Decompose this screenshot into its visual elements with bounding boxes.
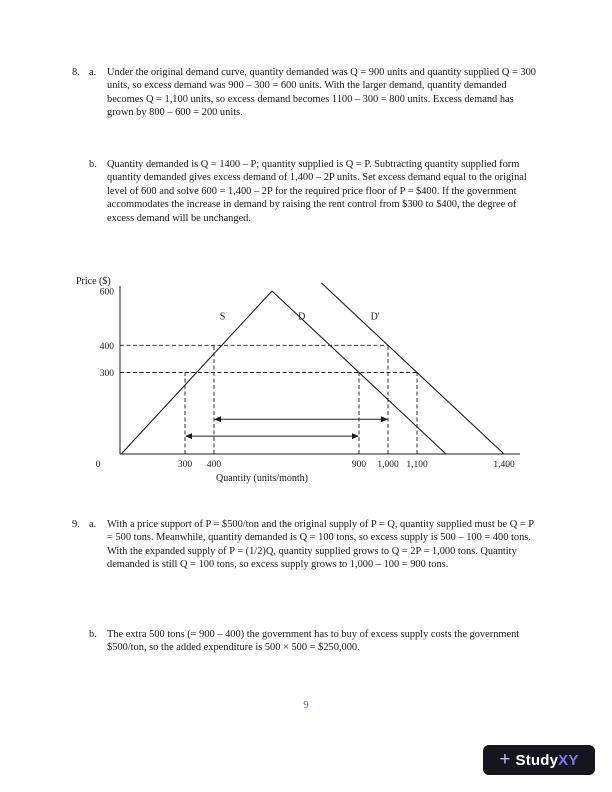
arrowhead-left [214, 416, 221, 422]
plus-icon: + [499, 748, 511, 770]
chart-container [72, 276, 532, 496]
y-tick-label: 300 [99, 369, 114, 379]
answer-text: Quantity demanded is Q = 1400 – P; quantity supplied is Q = P. Subtracting quantity supplied form quantity demanded gives excess demand of 1,400 – 2P units. Set excess demand equal to the original level of 600 and solve 600 = 1,400 – 2P for the required price floor of P = $400. If the government accommodates the increase in demand by raising the rent control from $300 to $400, the degree of excess demand will be unchanged. [107, 159, 527, 224]
brand-xy: XY [558, 751, 579, 769]
supply-demand-chart [72, 276, 532, 491]
x-tick-label: 0 [95, 460, 101, 470]
answer-8b [72, 158, 542, 225]
supply-curve-label: S [219, 311, 226, 323]
x-tick-label: 400 [206, 460, 222, 470]
x-tick-label: 300 [177, 460, 193, 470]
arrowhead-right [381, 416, 388, 422]
demand-curve-shifted [321, 283, 504, 454]
x-axis-label: Quantity (units/month) [216, 473, 308, 484]
demand-curve-shifted-label: D' [370, 311, 380, 323]
arrowhead-left [185, 433, 192, 439]
answer-text: With a price support of P = $500/ton and the original supply of P = Q, quantity supplied must be Q = P = 500 tons. Meanwhile, quantity demanded is Q = 100 tons, so excess supply is 500 – 100 = 400 tons. With the expanded supply of P = (1/2)Q, quantity supplied grows to Q = 2P = 1,000 tons. Quantity demanded is still Q = 100 tons, so excess supply grows to 1,000 – 100 = 900 tons. [107, 519, 534, 571]
question-number: 9. [72, 519, 80, 530]
y-axis-label: Price ($) [76, 276, 111, 287]
x-tick-label: 1,000 [377, 460, 399, 470]
answer-9a [72, 518, 542, 572]
studyxy-logo[interactable] [483, 745, 595, 775]
page-number: 9 [303, 700, 309, 711]
answer-9b [72, 628, 542, 655]
part-letter: a. [89, 519, 97, 530]
answer-text: Under the original demand curve, quantity demanded was Q = 900 units and quantity supplied Q = 300 units, so excess demand was 900 – 300 = 600 units. With the larger demand, quantity demanded becomes Q = 1,100 units, so excess demand becomes 1100 – 300 = 800 units. Excess demand has grown by 800 – 600 = 200 units. [107, 67, 536, 119]
y-tick-label: 400 [99, 341, 114, 352]
brand-study: Study [515, 751, 559, 769]
part-letter: b. [89, 159, 97, 170]
y-tick-label: 600 [99, 287, 114, 298]
x-tick-label: 1,100 [406, 460, 428, 470]
part-letter: b. [89, 629, 97, 640]
arrowhead-right [352, 433, 359, 439]
supply-curve [121, 291, 272, 454]
answer-8a [72, 66, 542, 120]
x-tick-label: 1,400 [493, 460, 515, 470]
part-letter: a. [89, 67, 97, 78]
question-number: 8. [72, 67, 80, 78]
answer-text: The extra 500 tons (= 900 – 400) the government has to buy of excess supply costs the government $500/ton, so the added expenditure is 500 × 500 = $250,000. [107, 629, 520, 654]
x-tick-label: 900 [351, 460, 367, 470]
demand-curve-label: D [298, 311, 306, 323]
